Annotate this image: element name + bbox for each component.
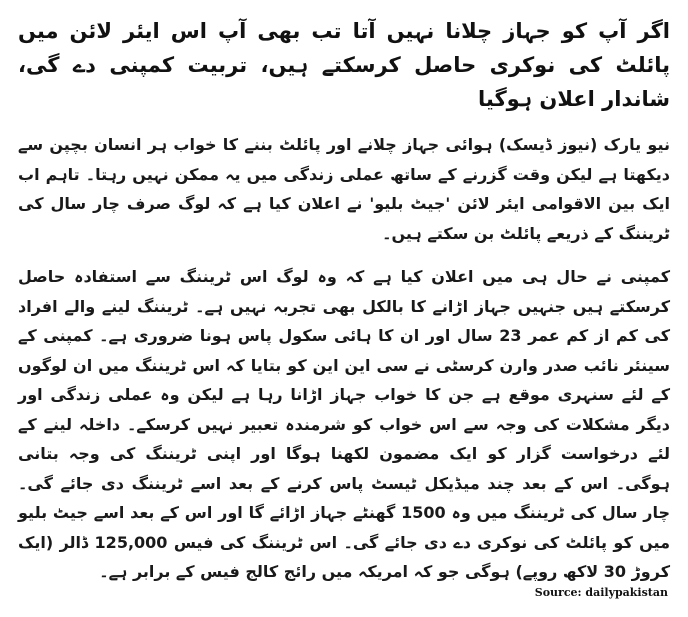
paragraph-details: کمپنی نے حال ہی میں اعلان کیا ہے کہ وہ لوگ اس ٹریننگ سے استفادہ حاصل کرسکتے ہیں جنہیں جہاز اڑانے کا بالکل بھی تجربہ نہیں ہے۔ ٹریننگ لینے والے افراد کی کم از کم عمر 23 سال اور ان کا ہائی سکول پاس ہونا ضروری ہے۔ کمپنی کے سینئر نائب صدر وارن کرسٹی نے سی این این کو بتایا کہ اس ٹریننگ میں ان لوگوں کے لئے سنہری موقع ہے جن کا خواب جہاز اڑانا رہا ہے لیکن وہ عملی زندگی اور دیگر مشکلات کی وجہ سے اس خواب کو شرمندہ تعبیر نہیں کرسکے۔ داخلہ لینے کے لئے درخواست گزار کو ایک مضمون لکھنا ہوگا اور اپنی ٹریننگ کی وجہ بتانی ہوگی۔ اس کے بعد چند میڈیکل ٹیسٹ پاس کرنے کے بعد اسے ٹریننگ دی جائے گی۔ چار سال کی ٹریننگ میں وہ 1500 گھنٹے جہاز اڑائے گا اور اس کے بعد اسے جیٹ بلیو میں کو پائلٹ کی نوکری دے دی جائے گی۔ اس ٹریننگ کی فیس 125,000 ڈالر (ایک کروڑ 30 لاکھ روپے) ہوگی جو کہ امریکہ میں رائج کالج فیس کے برابر ہے۔ <box>18 267 671 581</box>
paragraph-intro: نیو یارک (نیوز ڈیسک) ہوائی جہاز چلانے اور پائلٹ بننے کا خواب ہر انسان بچپن سے دیکھتا ہے لیکن وقت گزرنے کے ساتھ عملی زندگی میں یہ ممکن نہیں رہتا۔ تاہم اب ایک بین الاقوامی ایئر لائن 'جیٹ بلیو' نے اعلان کیا ہے کہ لوگ صرف چار سال کی ٹریننگ کے ذریعے پائلٹ بن سکتے ہیں۔ <box>18 135 670 243</box>
article <box>18 14 670 601</box>
headline: اگر آپ کو جہاز چلانا نہیں آتا تب بھی آپ اس ایئر لائن میں پائلٹ کی نوکری حاصل کرسکتے ہیں، تربیت کمپنی دے گی، شاندار اعلان ہوگیا <box>18 19 670 111</box>
source-credit: Source: dailypakistan <box>534 586 668 599</box>
